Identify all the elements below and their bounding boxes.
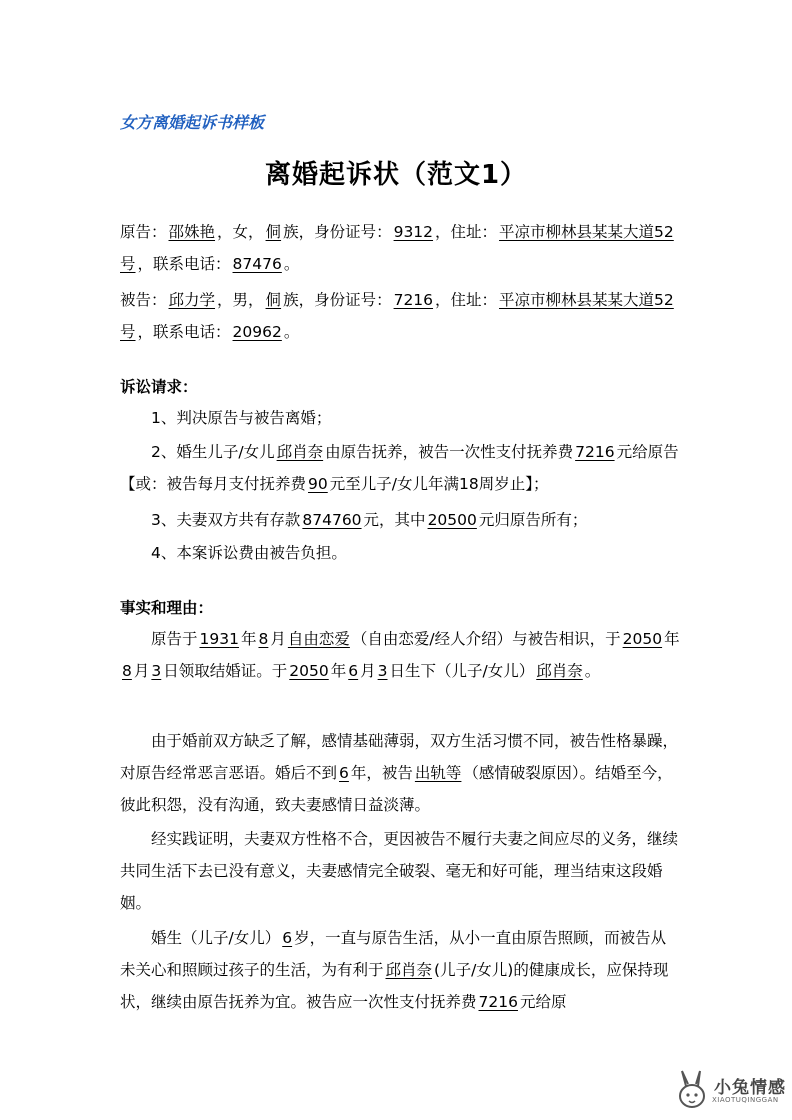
- text-fragment: ，联系电话：: [137, 323, 231, 341]
- plaintiff-info: [120, 216, 680, 280]
- text-fragment: 元给原告【或：被告每月支付抚养费: [120, 443, 679, 493]
- text-fragment: ，联系电话：: [137, 255, 231, 273]
- plaintiff-name: 邵姝艳: [168, 223, 216, 241]
- text-fragment: 月: [133, 662, 150, 680]
- birth-year: 2050: [289, 662, 329, 680]
- text-fragment: 元归原告所有；: [478, 511, 588, 529]
- defendant-ethnic: 侗: [265, 291, 282, 309]
- defendant-phone: 20962: [232, 323, 282, 341]
- claim-child-name: 邱肖奈: [276, 443, 324, 461]
- text-fragment: 年: [664, 630, 680, 648]
- defendant-info: [120, 284, 680, 348]
- claims-heading: 诉讼请求：: [120, 378, 198, 396]
- watermark-name: 小兔情感: [714, 1078, 786, 1098]
- marriage-month: 8: [122, 662, 132, 680]
- text-fragment: （自由恋爱/经人介绍）与被告相识，于: [351, 630, 621, 648]
- text-fragment: 元至儿子/女儿年满18周岁止】；: [329, 475, 549, 493]
- plaintiff-id: 9312: [393, 223, 434, 241]
- text-fragment: ，住址：: [435, 223, 498, 241]
- claim-support-amount: 7216: [575, 443, 615, 461]
- facts-paragraph-4: [120, 922, 680, 1018]
- support-amount-2: 7216: [478, 993, 518, 1011]
- text-fragment: 年: [240, 630, 257, 648]
- child-name-2: 邱肖奈: [385, 961, 433, 979]
- text-fragment: 元给原: [519, 993, 567, 1011]
- text-fragment: 年，被告: [350, 764, 413, 782]
- meet-way: 自由恋爱: [287, 630, 350, 648]
- text-fragment: 年: [330, 662, 347, 680]
- plaintiff-ethnic: 侗: [265, 223, 282, 241]
- text-fragment: 日生下（儿子/女儿）: [389, 662, 535, 680]
- text-fragment: 由原告抚养，被告一次性支付抚养费: [325, 443, 574, 461]
- text-fragment: 2、婚生儿子/女儿: [151, 443, 275, 461]
- defendant-name: 邱力学: [168, 291, 216, 309]
- text-fragment: 族，身份证号：: [283, 291, 392, 309]
- years-after-marriage: 6: [339, 764, 349, 782]
- claim-4: 4、本案诉讼费由被告负担。: [151, 544, 347, 562]
- text-fragment: 月: [270, 630, 286, 648]
- claim-1: 1、判决原告与被告离婚；: [151, 409, 332, 427]
- child-age: 6: [282, 929, 293, 947]
- text-fragment: 元，其中: [363, 511, 426, 529]
- marriage-day: 3: [151, 662, 162, 680]
- text-fragment: 。: [283, 255, 300, 273]
- child-name: 邱肖奈: [536, 662, 583, 680]
- claim-monthly-amount: 90: [308, 475, 328, 493]
- breakdown-reason: 出轨等: [414, 764, 462, 782]
- text-fragment: 婚生（儿子/女儿）: [151, 929, 281, 947]
- facts-heading: 事实和理由：: [120, 599, 214, 617]
- text-fragment: （感情破裂原因）。结婚至今，彼此积怨，没有沟通，致夫妻感情日益淡薄。: [120, 764, 673, 814]
- text-fragment: 族，身份证号：: [283, 223, 392, 241]
- text-fragment: 3、夫妻双方共有存款: [151, 511, 301, 529]
- defendant-id: 7216: [393, 291, 434, 309]
- text-fragment: 岁，一直与原告生活，从小一直由原告照顾，而被告从未关心和照顾过孩子的生活，为有利于: [120, 929, 667, 979]
- text-fragment: (儿子/女儿)的健康成长，应保持现状，继续由原告抚养为宜。被告应一次性支付抚养费: [120, 961, 669, 1011]
- defendant-address: 平凉市柳林县某某大道52号: [120, 291, 674, 341]
- claim-3: [120, 504, 680, 536]
- claim-savings-total: 874760: [302, 511, 362, 529]
- template-title-link[interactable]: 女方离婚起诉书样板: [120, 113, 265, 132]
- facts-paragraph-1: [120, 623, 680, 687]
- text-fragment: 月: [360, 662, 376, 680]
- text-fragment: ，男，: [217, 291, 264, 309]
- text-fragment: 原告于: [151, 630, 198, 648]
- defendant-label: 被告：: [120, 291, 167, 309]
- text-fragment: ，女，: [217, 223, 264, 241]
- facts-paragraph-3: 经实践证明，夫妻双方性格不合，更因被告不履行夫妻之间应尽的义务，继续共同生活下去已没有意义，夫妻感情完全破裂、毫无和好可能，理当结束这段婚姻。: [120, 830, 679, 912]
- plaintiff-label: 原告：: [120, 223, 167, 241]
- text-fragment: 。: [584, 662, 601, 680]
- text-fragment: 由于婚前双方缺乏了解，感情基础薄弱，双方生活习惯不同，被告性格暴躁，对原告经常恶言恶语。婚后不到: [120, 732, 679, 782]
- meet-month: 8: [258, 630, 269, 648]
- document-title: 离婚起诉状（范文1）: [264, 160, 528, 190]
- facts-paragraph-2: [120, 725, 680, 821]
- watermark-subtitle: XIAOTUQINGGAN: [712, 1096, 779, 1104]
- plaintiff-phone: 87476: [232, 255, 282, 273]
- plaintiff-address: 平凉市柳林县某某大道52号: [120, 223, 674, 273]
- birth-day: 3: [377, 662, 388, 680]
- text-fragment: 。: [283, 323, 300, 341]
- birth-month: 6: [348, 662, 359, 680]
- text-fragment: 日领取结婚证。于: [163, 662, 288, 680]
- claim-savings-part: 20500: [427, 511, 477, 529]
- claim-2: [120, 436, 680, 500]
- text-fragment: ，住址：: [435, 291, 498, 309]
- marriage-year: 2050: [622, 630, 663, 648]
- meet-year: 1931: [199, 630, 239, 648]
